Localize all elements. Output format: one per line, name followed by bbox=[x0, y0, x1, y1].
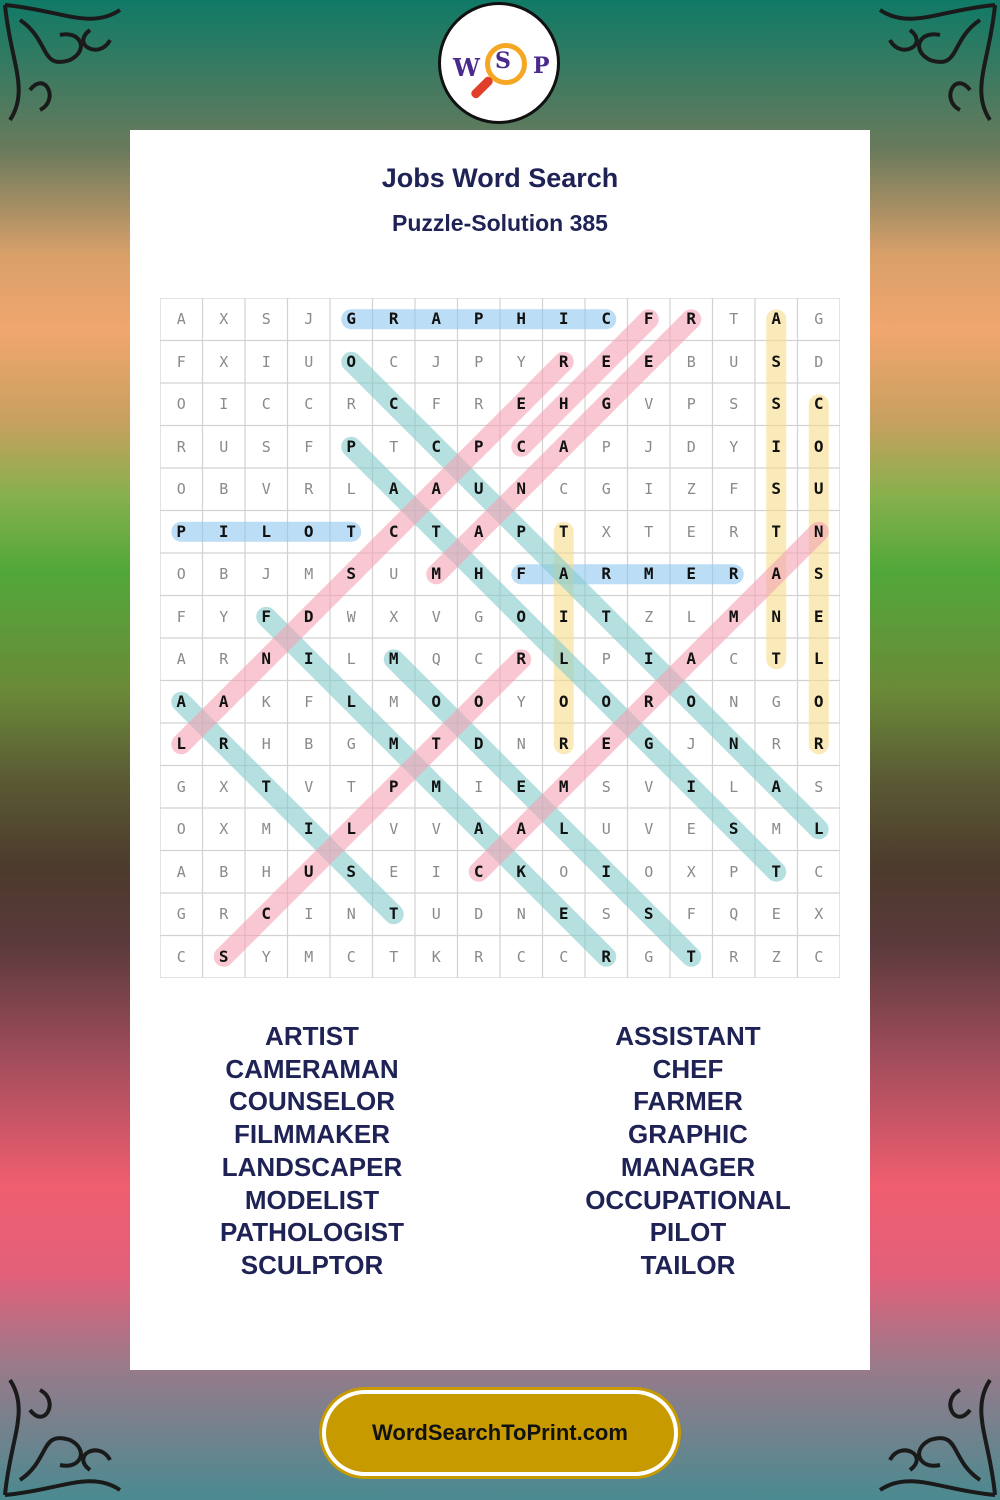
grid-letter[interactable]: G bbox=[771, 692, 781, 711]
grid-letter[interactable]: X bbox=[389, 607, 399, 626]
grid-letter[interactable]: L bbox=[729, 777, 739, 796]
grid-letter[interactable]: B bbox=[686, 352, 696, 371]
grid-letter[interactable]: K bbox=[516, 861, 527, 881]
grid-letter[interactable]: C bbox=[559, 947, 569, 966]
grid-letter[interactable]: T bbox=[261, 776, 272, 796]
grid-letter[interactable]: O bbox=[813, 691, 824, 711]
grid-letter[interactable]: E bbox=[771, 905, 781, 923]
grid-letter[interactable]: P bbox=[729, 862, 739, 881]
grid-letter[interactable]: I bbox=[303, 819, 314, 838]
grid-letter[interactable]: C bbox=[388, 394, 399, 413]
grid-letter[interactable]: E bbox=[601, 734, 612, 753]
grid-letter[interactable]: U bbox=[729, 352, 739, 371]
grid-letter[interactable]: G bbox=[346, 309, 357, 328]
grid-letter[interactable]: P bbox=[346, 436, 357, 456]
grid-letter[interactable]: T bbox=[388, 904, 399, 923]
grid-letter[interactable]: G bbox=[601, 480, 611, 498]
grid-letter[interactable]: X bbox=[601, 522, 611, 541]
grid-letter[interactable]: I bbox=[431, 862, 441, 881]
grid-letter[interactable]: W bbox=[346, 607, 356, 626]
grid-letter[interactable]: T bbox=[431, 734, 442, 753]
grid-letter[interactable]: U bbox=[389, 565, 399, 583]
grid-letter[interactable]: L bbox=[813, 819, 824, 838]
grid-letter[interactable]: I bbox=[601, 861, 612, 881]
grid-letter[interactable]: F bbox=[261, 606, 272, 626]
grid-letter[interactable]: P bbox=[516, 521, 527, 541]
grid-letter[interactable]: I bbox=[686, 776, 697, 796]
grid-letter[interactable]: M bbox=[771, 820, 781, 838]
grid-letter[interactable]: S bbox=[728, 819, 739, 838]
grid-letter[interactable]: K bbox=[261, 692, 271, 711]
grid-letter[interactable]: B bbox=[219, 862, 229, 881]
grid-letter[interactable]: T bbox=[389, 947, 399, 966]
grid-letter[interactable]: V bbox=[644, 820, 654, 838]
word-list-right bbox=[538, 1020, 838, 1282]
grid-letter[interactable]: U bbox=[304, 352, 314, 371]
grid-letter[interactable]: O bbox=[558, 691, 569, 711]
grid-letter[interactable]: A bbox=[516, 819, 527, 838]
grid-letter[interactable]: M bbox=[388, 734, 399, 753]
grid-letter[interactable]: R bbox=[516, 649, 527, 668]
ornament-top-left bbox=[0, 0, 150, 150]
grid-letter[interactable]: O bbox=[644, 862, 654, 881]
grid-letter[interactable]: E bbox=[643, 351, 654, 371]
grid-letter[interactable]: R bbox=[686, 309, 697, 328]
grid-letter[interactable]: L bbox=[813, 649, 824, 668]
grid-letter[interactable]: L bbox=[346, 691, 357, 711]
grid-letter[interactable]: T bbox=[686, 946, 697, 966]
grid-letter[interactable]: E bbox=[389, 862, 399, 881]
grid-letter[interactable]: O bbox=[176, 395, 186, 413]
grid-letter[interactable]: R bbox=[474, 395, 484, 413]
grid-letter[interactable]: A bbox=[558, 436, 569, 456]
grid-letter[interactable]: H bbox=[261, 862, 271, 881]
word-list-item: SCULPTOR bbox=[240, 1249, 384, 1280]
grid-letter[interactable]: Q bbox=[431, 650, 441, 668]
grid-letter[interactable]: F bbox=[431, 395, 441, 413]
grid-letter[interactable]: M bbox=[261, 820, 271, 838]
grid-letter[interactable]: Y bbox=[516, 692, 526, 711]
grid-letter[interactable]: M bbox=[388, 649, 399, 668]
grid-letter[interactable]: I bbox=[644, 480, 654, 498]
word-list-item: PILOT bbox=[649, 1217, 727, 1248]
grid-letter[interactable]: I bbox=[304, 905, 314, 923]
grid-letter[interactable]: A bbox=[176, 650, 186, 668]
word-list-item: TAILOR bbox=[640, 1249, 736, 1280]
grid-letter[interactable]: T bbox=[346, 521, 357, 541]
grid-letter[interactable]: A bbox=[771, 564, 782, 583]
grid-letter[interactable]: T bbox=[346, 777, 356, 796]
grid-letter[interactable]: R bbox=[601, 946, 612, 966]
grid-letter[interactable]: S bbox=[261, 437, 271, 456]
grid-letter[interactable]: R bbox=[176, 437, 186, 456]
grid-letter[interactable]: S bbox=[218, 946, 229, 966]
grid-letter[interactable]: E bbox=[516, 394, 527, 413]
word-list-left bbox=[162, 1020, 462, 1282]
grid-letter[interactable]: T bbox=[558, 521, 569, 541]
grid-letter[interactable]: G bbox=[643, 734, 654, 753]
grid-letter[interactable]: O bbox=[346, 351, 357, 371]
grid-letter[interactable]: Y bbox=[516, 352, 526, 371]
grid-letter[interactable]: C bbox=[473, 861, 484, 881]
grid-letter[interactable]: I bbox=[303, 649, 314, 668]
logo-letter-p: P bbox=[533, 53, 550, 79]
grid-letter[interactable]: C bbox=[346, 947, 356, 966]
grid-letter[interactable]: R bbox=[729, 947, 739, 966]
grid-letter[interactable]: D bbox=[686, 437, 696, 456]
grid-letter[interactable]: B bbox=[219, 480, 229, 498]
word-search-grid bbox=[160, 298, 840, 978]
grid-letter[interactable]: U bbox=[473, 479, 484, 498]
grid-letter[interactable]: L bbox=[176, 734, 187, 753]
grid-letter[interactable]: D bbox=[303, 606, 314, 626]
grid-letter[interactable]: O bbox=[516, 606, 527, 626]
grid-letter[interactable]: X bbox=[686, 862, 696, 881]
grid-letter[interactable]: C bbox=[814, 862, 824, 881]
grid-letter[interactable]: Q bbox=[729, 905, 739, 923]
grid-letter[interactable]: F bbox=[516, 564, 527, 583]
grid-letter[interactable]: O bbox=[431, 691, 442, 711]
grid-letter[interactable]: P bbox=[601, 650, 611, 668]
grid-letter[interactable]: G bbox=[601, 394, 612, 413]
grid-letter[interactable]: G bbox=[644, 947, 654, 966]
grid-letter[interactable]: C bbox=[431, 436, 442, 456]
grid-letter[interactable]: X bbox=[219, 777, 229, 796]
grid-letter[interactable]: M bbox=[304, 947, 314, 966]
word-list-item: PATHOLOGIST bbox=[220, 1217, 404, 1248]
grid-letter[interactable]: E bbox=[686, 820, 696, 838]
grid-letter[interactable]: F bbox=[176, 607, 186, 626]
grid-letter[interactable]: C bbox=[388, 521, 399, 541]
grid-letter[interactable]: T bbox=[771, 521, 782, 541]
grid-letter[interactable]: O bbox=[601, 691, 612, 711]
ornament-top-right bbox=[850, 0, 1000, 150]
page-title: Jobs Word Search bbox=[381, 163, 619, 193]
grid-letter[interactable]: O bbox=[686, 691, 697, 711]
grid-letter[interactable]: R bbox=[304, 480, 314, 498]
grid-letter[interactable]: N bbox=[813, 521, 824, 541]
grid-letter[interactable]: R bbox=[558, 351, 569, 371]
grid-letter[interactable]: M bbox=[389, 692, 399, 711]
grid-letter[interactable]: R bbox=[388, 309, 399, 328]
grid-letter[interactable]: I bbox=[474, 777, 484, 796]
grid-letter[interactable]: N bbox=[729, 692, 739, 711]
grid-letter[interactable]: D bbox=[814, 352, 824, 371]
grid-letter[interactable]: I bbox=[771, 436, 782, 456]
grid-letter[interactable]: S bbox=[771, 351, 782, 371]
grid-letter[interactable]: G bbox=[176, 777, 186, 796]
grid-letter[interactable]: Y bbox=[261, 947, 271, 966]
grid-letter[interactable]: C bbox=[729, 650, 739, 668]
grid-letter[interactable]: R bbox=[771, 735, 781, 753]
grid-letter[interactable]: L bbox=[686, 607, 696, 626]
grid-letter[interactable]: K bbox=[431, 947, 441, 966]
grid-letter[interactable]: R bbox=[643, 691, 654, 711]
grid-letter[interactable]: L bbox=[558, 649, 569, 668]
grid-letter[interactable]: M bbox=[431, 776, 442, 796]
grid-letter[interactable]: I bbox=[218, 521, 229, 541]
grid-letter[interactable]: I bbox=[261, 352, 271, 371]
grid-letter[interactable]: R bbox=[219, 905, 229, 923]
grid-letter[interactable]: V bbox=[304, 777, 314, 796]
word-list-item: ARTIST bbox=[265, 1021, 359, 1051]
grid-letter[interactable]: N bbox=[516, 479, 527, 498]
grid-letter[interactable]: H bbox=[473, 564, 484, 583]
page-subtitle: Puzzle-Solution 385 bbox=[392, 210, 608, 236]
grid-letter[interactable]: S bbox=[771, 394, 782, 413]
grid-letter[interactable]: C bbox=[601, 309, 612, 328]
grid-letter[interactable]: T bbox=[771, 861, 782, 881]
grid-letter[interactable]: L bbox=[346, 650, 356, 668]
grid-letter[interactable]: C bbox=[304, 395, 314, 413]
grid-letter[interactable]: V bbox=[644, 777, 654, 796]
grid-letter[interactable]: G bbox=[474, 607, 484, 626]
grid-letter[interactable]: U bbox=[431, 905, 441, 923]
grid-letter[interactable]: O bbox=[559, 862, 569, 881]
grid-letter[interactable]: O bbox=[813, 436, 824, 456]
grid-letter[interactable]: C bbox=[559, 480, 569, 498]
grid-letter[interactable]: T bbox=[729, 310, 739, 328]
grid-letter[interactable]: S bbox=[814, 777, 824, 796]
grid-letter[interactable]: C bbox=[474, 650, 484, 668]
site-logo[interactable] bbox=[438, 2, 560, 124]
grid-letter[interactable]: L bbox=[261, 521, 272, 541]
grid-letter[interactable]: A bbox=[388, 479, 399, 498]
grid-letter[interactable]: M bbox=[728, 606, 739, 626]
grid-letter[interactable]: R bbox=[601, 564, 612, 583]
grid-letter[interactable]: P bbox=[686, 395, 696, 413]
grid-letter[interactable]: O bbox=[303, 521, 314, 541]
word-list-item: COUNSELOR bbox=[228, 1086, 396, 1117]
grid-letter[interactable]: E bbox=[558, 904, 569, 923]
grid-letter[interactable]: B bbox=[304, 735, 314, 753]
grid-letter[interactable]: X bbox=[219, 352, 229, 371]
grid-letter[interactable]: V bbox=[389, 820, 399, 838]
website-button[interactable]: WordSearchToPrint.com bbox=[322, 1390, 678, 1476]
grid-letter[interactable]: F bbox=[686, 905, 696, 923]
grid-letter[interactable]: S bbox=[643, 904, 654, 923]
grid-letter[interactable]: M bbox=[304, 565, 314, 583]
grid-letter[interactable]: N bbox=[516, 905, 526, 923]
grid-letter[interactable]: S bbox=[346, 861, 357, 881]
grid-letter[interactable]: N bbox=[261, 649, 272, 668]
grid-letter[interactable]: I bbox=[643, 649, 654, 668]
grid-letter[interactable]: S bbox=[601, 905, 611, 923]
grid-letter[interactable]: A bbox=[176, 691, 187, 711]
grid-letter[interactable]: J bbox=[304, 310, 314, 328]
grid-letter[interactable]: A bbox=[176, 862, 186, 881]
grid-letter[interactable]: D bbox=[473, 734, 484, 753]
word-list-item: FARMER bbox=[633, 1086, 743, 1117]
grid-letter[interactable]: G bbox=[814, 310, 824, 328]
grid-letter[interactable]: S bbox=[601, 777, 611, 796]
grid-letter[interactable]: P bbox=[388, 776, 399, 796]
grid-letter[interactable]: P bbox=[176, 521, 187, 541]
grid-letter[interactable]: R bbox=[728, 564, 739, 583]
grid-letter[interactable]: A bbox=[176, 310, 186, 328]
word-list-item: GRAPHIC bbox=[628, 1119, 748, 1150]
grid-letter[interactable]: P bbox=[473, 436, 484, 456]
grid-letter[interactable]: V bbox=[644, 395, 654, 413]
grid-letter[interactable]: F bbox=[304, 692, 314, 711]
grid-letter[interactable]: R bbox=[346, 395, 356, 413]
grid-letter[interactable]: M bbox=[558, 776, 569, 796]
grid-letter[interactable]: A bbox=[558, 564, 569, 583]
grid-letter[interactable]: I bbox=[558, 606, 569, 626]
grid-letter[interactable]: R bbox=[729, 522, 739, 541]
grid-letter[interactable]: F bbox=[729, 480, 739, 498]
grid-letter[interactable]: F bbox=[643, 309, 654, 328]
word-list-item: CAMERAMAN bbox=[225, 1053, 399, 1084]
grid-letter[interactable]: T bbox=[771, 649, 782, 668]
grid-letter[interactable]: U bbox=[303, 861, 314, 881]
grid-letter[interactable]: Z bbox=[771, 947, 781, 966]
grid-letter[interactable]: O bbox=[473, 691, 484, 711]
logo-letter-w: W bbox=[453, 53, 480, 82]
grid-letter[interactable]: H bbox=[516, 309, 527, 328]
grid-letter[interactable]: Y bbox=[219, 607, 229, 626]
grid-letter[interactable]: E bbox=[601, 351, 612, 371]
grid-letter[interactable]: Y bbox=[729, 437, 739, 456]
grid-letter[interactable]: U bbox=[813, 479, 824, 498]
grid-letter[interactable]: X bbox=[814, 905, 824, 923]
grid-letter[interactable]: C bbox=[814, 947, 824, 966]
grid-letter[interactable]: P bbox=[601, 437, 611, 456]
grid-letter[interactable]: N bbox=[771, 606, 782, 626]
grid-letter[interactable]: X bbox=[219, 310, 229, 328]
grid-letter[interactable]: U bbox=[601, 820, 611, 838]
grid-letter[interactable]: T bbox=[644, 522, 654, 541]
grid-letter[interactable]: S bbox=[771, 479, 782, 498]
grid-letter[interactable]: T bbox=[431, 521, 442, 541]
grid-letter[interactable]: P bbox=[474, 352, 484, 371]
word-list-item: LANDSCAPER bbox=[221, 1151, 403, 1182]
grid-letter[interactable]: T bbox=[389, 437, 399, 456]
grid-letter[interactable]: A bbox=[473, 521, 484, 541]
grid-letter[interactable]: E bbox=[516, 776, 527, 796]
grid-letter[interactable]: A bbox=[771, 776, 782, 796]
grid-letter[interactable]: C bbox=[261, 395, 271, 413]
grid-letter[interactable]: E bbox=[686, 522, 696, 541]
grid-letter[interactable]: S bbox=[729, 395, 739, 413]
grid-letter[interactable]: V bbox=[261, 480, 271, 498]
grid-letter[interactable]: R bbox=[813, 734, 824, 753]
word-list-item: ASSISTANT bbox=[615, 1021, 761, 1051]
grid-letter[interactable]: C bbox=[389, 352, 399, 371]
grid-letter[interactable]: O bbox=[176, 820, 186, 838]
grid-letter[interactable]: A bbox=[431, 479, 442, 498]
grid-letter[interactable]: F bbox=[176, 352, 186, 371]
grid-letter[interactable]: T bbox=[601, 606, 612, 626]
ornament-bottom-left bbox=[0, 1350, 150, 1500]
grid-letter[interactable]: A bbox=[218, 691, 229, 711]
grid-letter[interactable]: Z bbox=[686, 480, 696, 498]
grid-letter[interactable]: H bbox=[261, 735, 271, 753]
grid-letter[interactable]: H bbox=[558, 394, 569, 413]
logo-letter-s: S bbox=[495, 48, 511, 74]
grid-letter[interactable]: J bbox=[644, 437, 654, 456]
grid-letter[interactable]: G bbox=[346, 735, 356, 753]
grid-letter[interactable]: G bbox=[176, 905, 186, 923]
grid-letter[interactable]: N bbox=[346, 905, 356, 923]
grid-letter[interactable]: O bbox=[176, 565, 186, 583]
grid-letter[interactable]: V bbox=[431, 607, 441, 626]
grid-letter[interactable]: I bbox=[558, 309, 569, 328]
grid-letter[interactable]: N bbox=[728, 734, 739, 753]
grid-letter[interactable]: U bbox=[219, 437, 229, 456]
word-list-item: FILMMAKER bbox=[234, 1119, 390, 1150]
ornament-bottom-right bbox=[850, 1350, 1000, 1500]
grid-letter[interactable]: C bbox=[516, 947, 526, 966]
grid-letter[interactable]: C bbox=[813, 394, 824, 413]
grid-letter[interactable]: J bbox=[431, 352, 441, 371]
grid-letter[interactable]: S bbox=[813, 564, 824, 583]
word-list-item: MANAGER bbox=[620, 1151, 756, 1182]
grid-letter[interactable]: A bbox=[473, 819, 484, 838]
grid-letter[interactable]: A bbox=[686, 649, 697, 668]
grid-letter[interactable]: R bbox=[218, 734, 229, 753]
grid-letter[interactable]: C bbox=[516, 436, 527, 456]
grid-letter[interactable]: R bbox=[474, 947, 484, 966]
word-list-item: OCCUPATIONAL bbox=[585, 1184, 791, 1215]
grid-letter[interactable]: R bbox=[558, 734, 569, 753]
grid-letter[interactable]: R bbox=[219, 650, 229, 668]
grid-letter[interactable]: Z bbox=[644, 607, 654, 626]
grid-letter[interactable]: L bbox=[346, 819, 357, 838]
grid-letter[interactable]: L bbox=[558, 819, 569, 838]
grid-letter[interactable]: D bbox=[474, 905, 484, 923]
grid-letter[interactable]: P bbox=[473, 309, 484, 328]
grid-letter[interactable]: S bbox=[346, 564, 357, 583]
word-list-item: MODELIST bbox=[244, 1184, 380, 1215]
grid-letter[interactable]: M bbox=[431, 564, 442, 583]
grid-letter[interactable]: C bbox=[176, 947, 186, 966]
grid-letter[interactable]: A bbox=[431, 309, 442, 328]
grid-letter[interactable]: M bbox=[643, 564, 654, 583]
grid-letter[interactable]: I bbox=[219, 395, 229, 413]
grid-letter[interactable]: J bbox=[686, 735, 696, 753]
grid-letter[interactable]: F bbox=[304, 437, 314, 456]
grid-letter[interactable]: C bbox=[261, 904, 272, 923]
grid-letter[interactable]: A bbox=[771, 309, 782, 328]
grid-letter[interactable]: E bbox=[813, 606, 824, 626]
grid-letter[interactable]: X bbox=[219, 820, 229, 838]
grid-letter[interactable]: J bbox=[261, 565, 271, 583]
word-list-item: CHEF bbox=[652, 1053, 724, 1084]
grid-letter[interactable]: O bbox=[176, 480, 186, 498]
grid-letter[interactable]: E bbox=[686, 564, 697, 583]
grid-letter[interactable]: B bbox=[219, 565, 229, 583]
grid-letter[interactable]: N bbox=[516, 735, 526, 753]
grid-letter[interactable]: V bbox=[431, 820, 441, 838]
grid-letter[interactable]: S bbox=[261, 310, 271, 328]
grid-letter[interactable]: L bbox=[346, 480, 356, 498]
